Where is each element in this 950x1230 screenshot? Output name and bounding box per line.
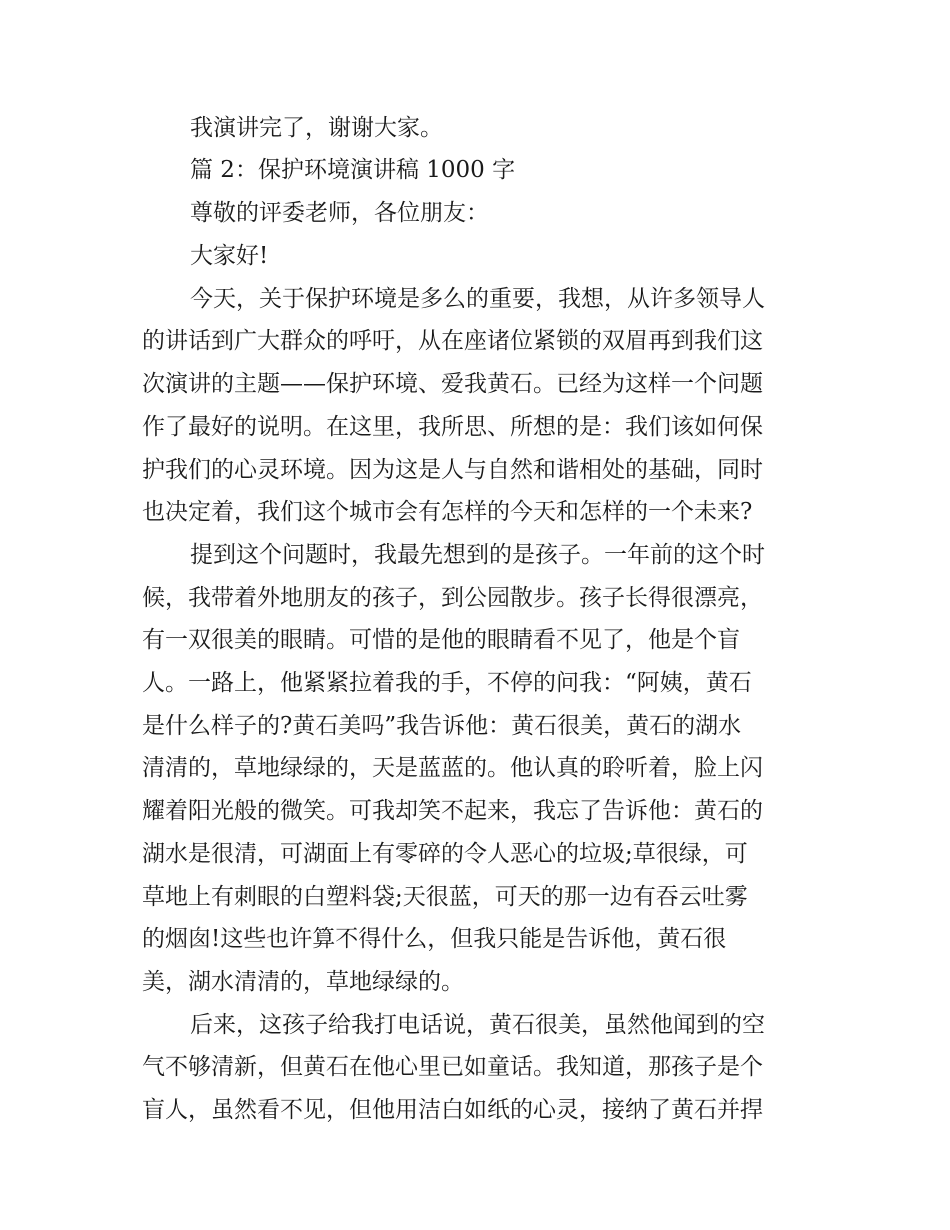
text-line: 护我们的心灵环境。因为这是人与自然和谐相处的基础，同时 <box>142 457 763 483</box>
text-line: 的讲话到广大群众的呼吁，从在座诸位紧锁的双眉再到我们这 <box>142 328 763 354</box>
text-line: 清清的，草地绿绿的，天是蓝蓝的。他认真的聆听着，脸上闪 <box>142 755 763 781</box>
text-line: 草地上有刺眼的白塑料袋;天很蓝，可天的那一边有吞云吐雾 <box>142 884 748 910</box>
text-line: 候，我带着外地朋友的孩子，到公园散步。孩子长得很漂亮， <box>142 585 763 611</box>
text-line: 耀着阳光般的微笑。可我却笑不起来，我忘了告诉他：黄石的 <box>142 798 763 824</box>
text-line: 今天，关于保护环境是多么的重要，我想，从许多领导人 <box>190 286 765 312</box>
section-heading: 篇 2：保护环境演讲稿 1000 字 <box>190 157 516 183</box>
text-line: 也决定着，我们这个城市会有怎样的今天和怎样的一个未来? <box>142 499 753 525</box>
text-line: 后来，这孩子给我打电话说，黄石很美，虽然他闻到的空 <box>190 1012 765 1038</box>
text-line: 的烟囱!这些也许算不得什么，但我只能是告诉他，黄石很 <box>142 926 727 952</box>
text-line: 湖水是很清，可湖面上有零碎的令人恶心的垃圾;草很绿，可 <box>142 841 748 867</box>
text-line: 气不够清新，但黄石在他心里已如童话。我知道，那孩子是个 <box>142 1054 763 1080</box>
text-line: 提到这个问题时，我最先想到的是孩子。一年前的这个时 <box>190 542 765 568</box>
text-line: 次演讲的主题——保护环境、爱我黄石。已经为这样一个问题 <box>142 371 763 397</box>
text-line: 美，湖水清清的，草地绿绿的。 <box>142 969 464 995</box>
text-line: 我演讲完了，谢谢大家。 <box>190 115 443 141</box>
greeting: 大家好! <box>190 243 269 269</box>
text-line: 盲人，虽然看不见，但他用洁白如纸的心灵，接纳了黄石并捍 <box>142 1097 763 1123</box>
text-line: 有一双很美的眼睛。可惜的是他的眼睛看不见了，他是个盲 <box>142 627 740 653</box>
text-line: 人。一路上，他紧紧拉着我的手，不停的问我：“阿姨，黄石 <box>142 670 752 696</box>
text-line: 是什么样子的?黄石美吗”我告诉他：黄石很美，黄石的湖水 <box>142 713 742 739</box>
text-line: 作了最好的说明。在这里，我所思、所想的是：我们该如何保 <box>142 414 763 440</box>
salutation: 尊敬的评委老师，各位朋友： <box>190 200 489 226</box>
